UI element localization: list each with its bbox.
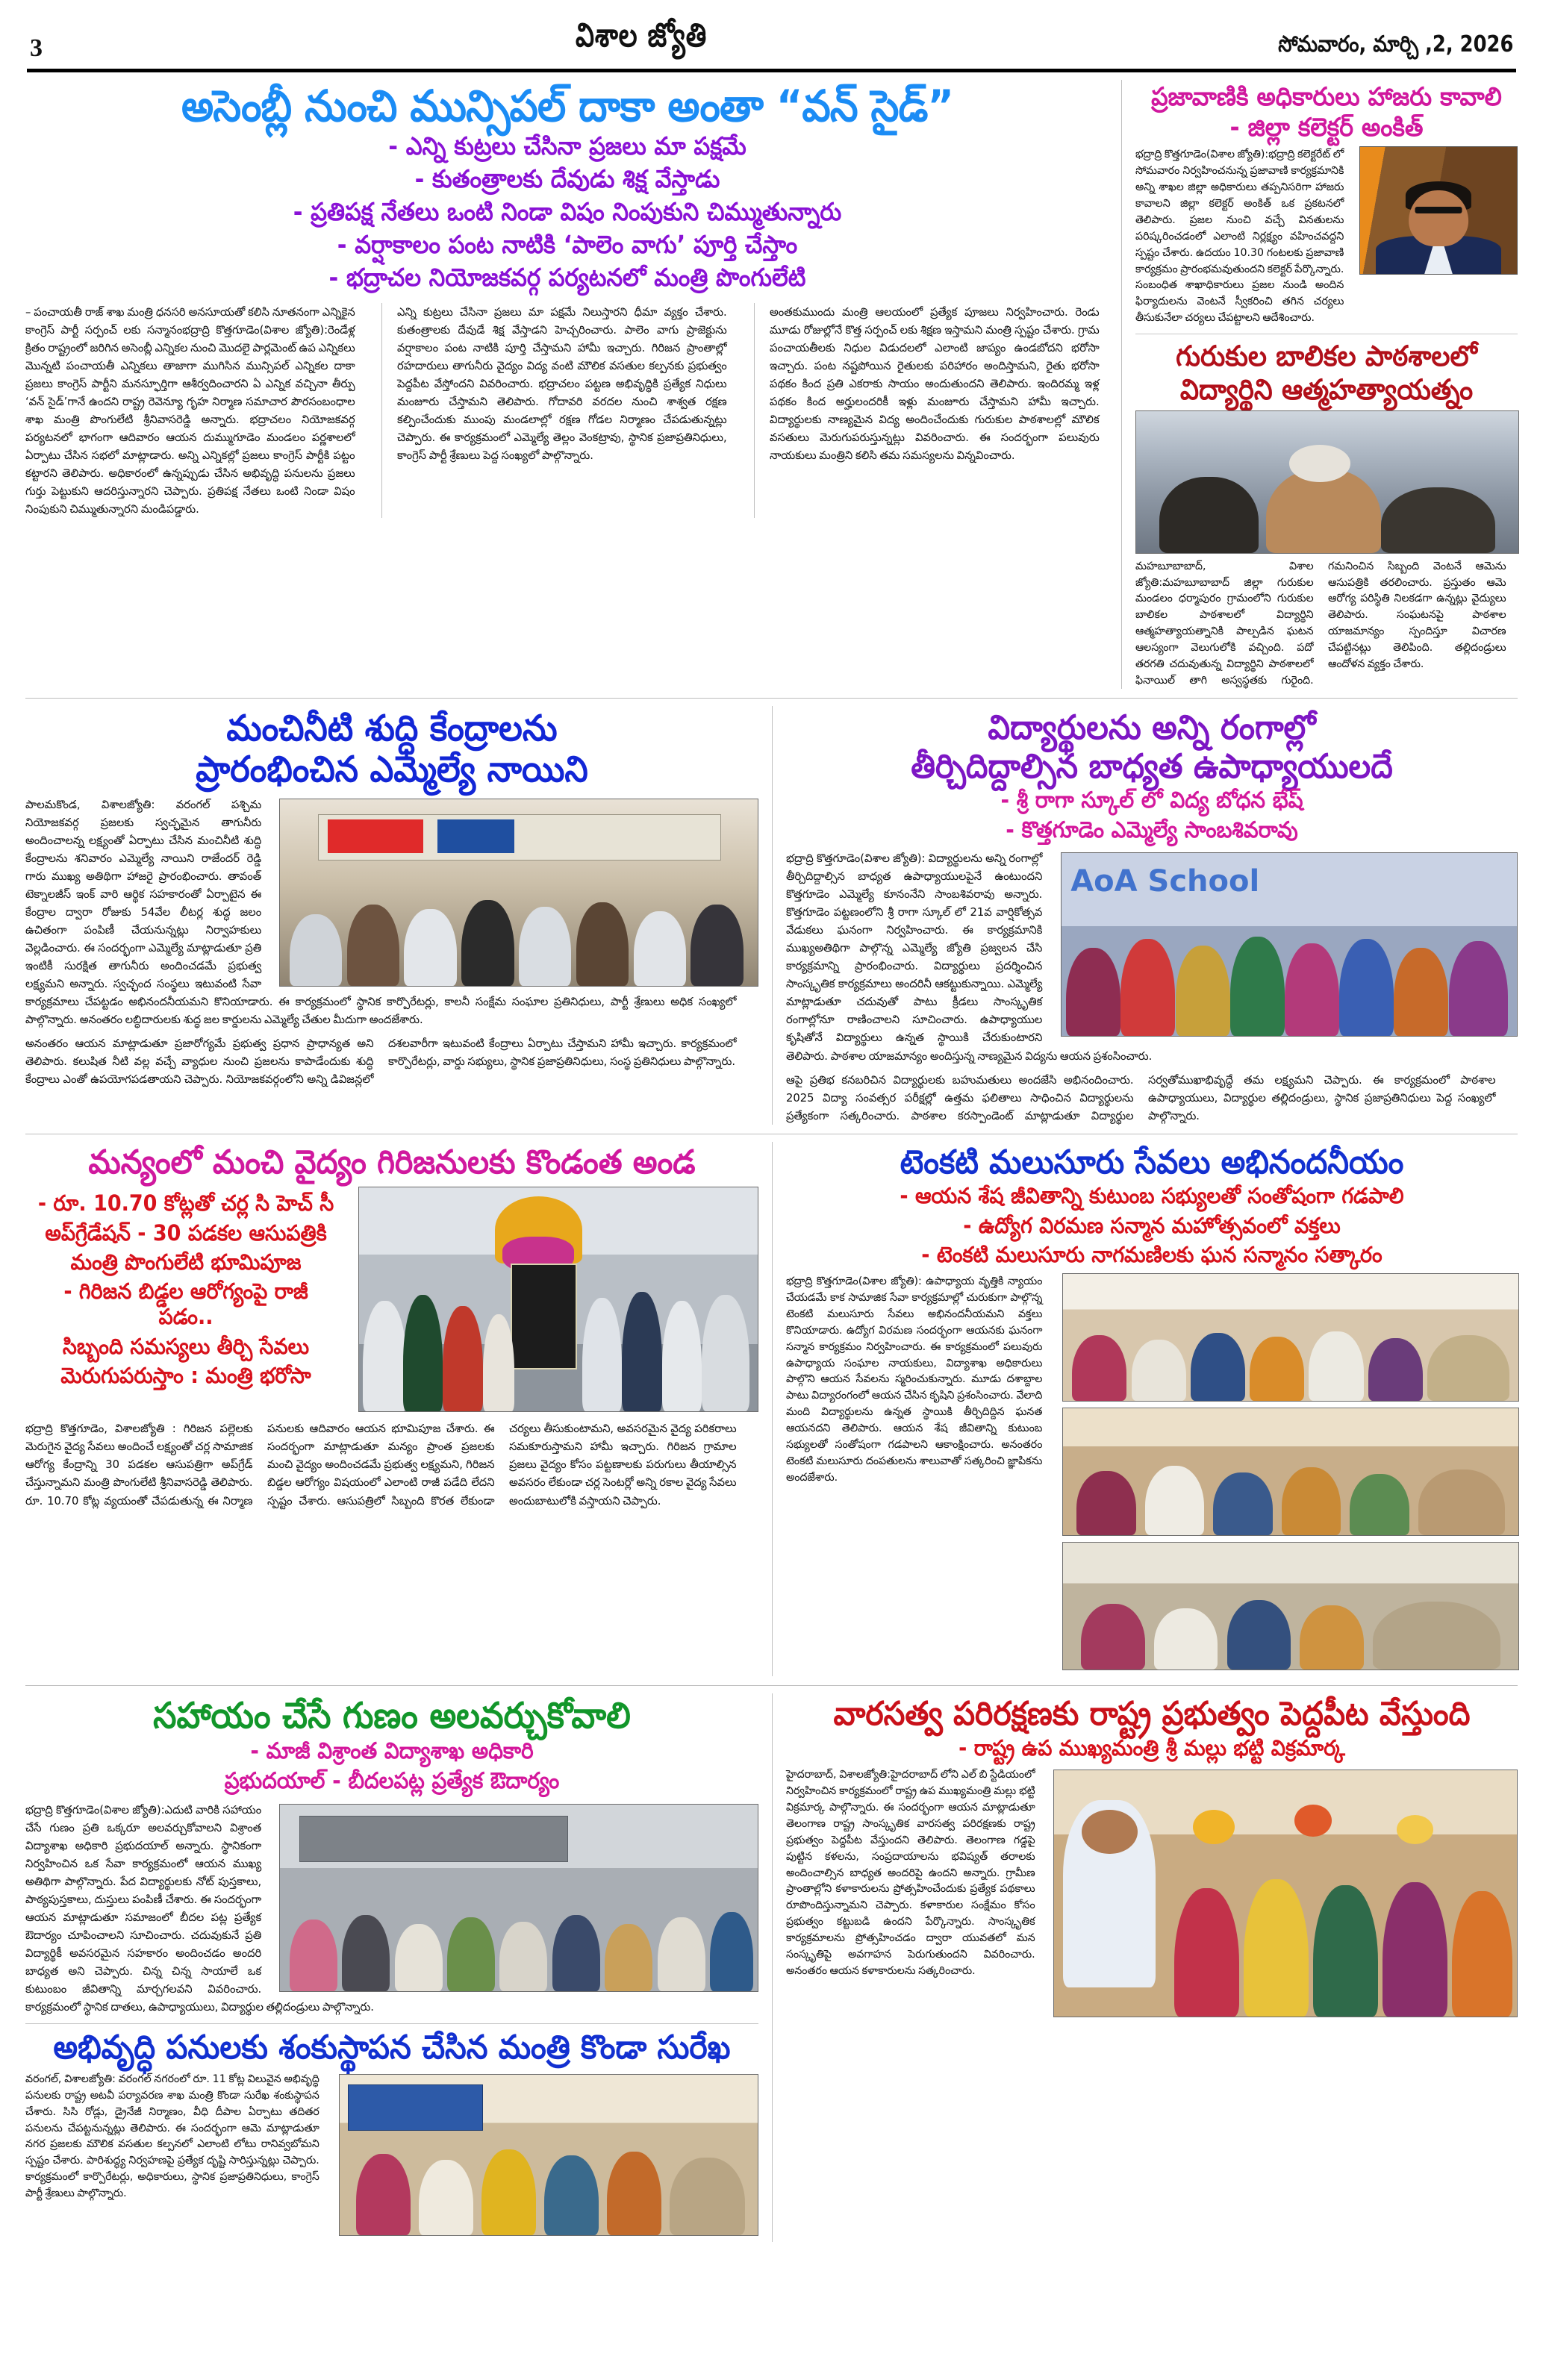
teacher-headline-line2: తీర్చిదిద్దాల్సిన బాధ్యత ఉపాధ్యాయులదే: [911, 746, 1393, 786]
teacher-sub-2: - కొత్తగూడెం ఎమ్మెల్యే సాంబశివరావు: [1006, 816, 1298, 843]
suicide-headline-line2: విద్యార్థిని ఆత్మహత్యాయత్నం: [1179, 372, 1474, 406]
water-headline-line1: మంచినీటి శుద్ధి కేంద్రాలను: [226, 707, 558, 749]
paper-title: విశాల జ్యోతి: [575, 16, 707, 54]
suresh-headline: అభివృద్ధి పనులకు శంకుస్థాపన చేసిన మంత్రి కొండా సురేఖ: [53, 2028, 731, 2067]
suicide-headline-line1: గురుకుల బాలికల పాఠశాలలో: [1176, 340, 1477, 373]
collector-headline-line2: - జిల్లా కలెక్టర్ అంకిత్: [1229, 112, 1424, 143]
help-story: [25, 1693, 772, 2242]
tribal-sub-3: మంత్రి పొంగులేటి భూమిపూజ: [70, 1249, 302, 1275]
help-body: భద్రాద్రి కొత్తగూడెం(విశాల జ్యోతి):ఎదుటి వారికి సహాయం చేసే గుణం ప్రతి ఒక్కరూ అలవర్చుకోవాలని విశ్రాంత విద్యాశాఖ అధికారి ప్రభుదయాల్ అన్నారు. స్థానికంగా నిర్వహించిన ఒక సేవా కార్యక్రమంలో ఆయన ముఖ్య అతిథిగా పాల్గొన్నారు. పేద విద్యార్థులకు నోట్ పుస్తకాలు, పాఠ్యపుస్తకాలు, దుస్తులు పంపిణీ చేశారు. ఈ సందర్భంగా ఆయన మాట్లాడుతూ సమాజంలో బీదల పట్ల ప్రత్యేక ఔదార్యం చూపించాలని సూచించారు. చదువుకునే ప్రతి విద్యార్థికీ అవసరమైన సహకారం అందించడం అందరి బాధ్యత అని చెప్పారు. చిన్న చిన్న సాయాలే ఒక కుటుంబం జీవితాన్ని మార్చగలవని వివరించారు. కార్యక్రమంలో స్థానిక దాతలు, ఉపాధ్యాయులు, విద్యార్థుల తల్లిదండ్రులు పాల్గొన్నారు.: [25, 1802, 374, 2014]
suresh-body: వరంగల్, విశాలజ్యోతి: వరంగల్ నగరంలో రూ. 11 కోట్ల విలువైన అభివృద్ధి పనులకు రాష్ట్ర అటవీ పర్యావరణ శాఖ మంత్రి కొండా సురేఖ శంకుస్థాపన చేశారు. సిసి రోడ్లు, డ్రైనేజీ నిర్మాణం, వీధి దీపాల ఏర్పాటు తదితర పనులను చేపట్టనున్నట్లు తెలిపారు. ఈ సందర్భంగా ఆమె మాట్లాడుతూ నగర ప్రజలకు మౌలిక వసతుల కల్పనలో ఎలాంటి లోటు రానివ్వబోమని స్పష్టం చేశారు. పారిశుద్ధ్య నిర్వహణపై ప్రత్యేక దృష్టి సారిస్తున్నట్లు చెప్పారు. కార్యక్రమంలో కార్పొరేటర్లు, అధికారులు, స్థానిక ప్రజాప్రతినిధులు, కాంగ్రెస్ పార్టీ శ్రేణులు పాల్గొన్నారు.: [25, 2072, 319, 2200]
band-four: [25, 1693, 1518, 2242]
suicide-photo: [1135, 410, 1519, 554]
collector-story: [1135, 84, 1518, 326]
suresh-story: [25, 2028, 758, 2242]
tenkati-body: భద్రాద్రి కొత్తగూడెం(విశాల జ్యోతి): ఉపాధ్యాయ వృత్తికి న్యాయం చేయడమే కాక సామాజిక సేవా కార్యక్రమాల్లో చురుకుగా పాల్గొన్న టెంకటి మలుసూరు సేవలు అభినందనీయమని వక్తలు కొనియాడారు. ఉద్యోగ విరమణ సందర్భంగా ఆయనకు ఘనంగా సన్మాన కార్యక్రమం నిర్వహించారు. ఈ కార్యక్రమంలో పలువురు ఉపాధ్యాయ సంఘాల నాయకులు, విద్యాశాఖ అధికారులు పాల్గొని ఆయన సేవలను స్మరించుకున్నారు. మూడు దశాబ్దాల పాటు విద్యారంగంలో ఆయన చేసిన కృషిని ప్రశంసించారు. వేలాది మంది విద్యార్థులను ఉన్నత స్థాయికి తీర్చిదిద్దిన ఘనత ఆయనదని తెలిపారు. ఆయన శేష జీవితాన్ని కుటుంబ సభ్యులతో సంతోషంగా గడపాలని ఆకాంక్షించారు. అనంతరం టెంకటి మలుసూరు దంపతులను శాలువాతో సత్కరించి జ్ఞాపికను అందజేశారు.: [786, 1275, 1043, 1484]
band-two: [25, 706, 1518, 1125]
lead-bullet-1: - ఎన్ని కుట్రలు చేసినా ప్రజలు మా పక్షమే: [388, 131, 746, 161]
teacher-body-2: ఆపై ప్రతిభ కనబరిచిన విద్యార్థులకు బహుమతులు అందజేసి అభినందించారు. 2025 విద్యా సంవత్సర పరీక్షల్లో ఉత్తమ ఫలితాలు సాధించిన విద్యార్థులను ప్రత్యేకంగా సత్కరించారు. పాఠశాల కరస్పాండెంట్ మాట్లాడుతూ విద్యార్థుల సర్వతోముఖాభివృద్ధే తమ లక్ష్యమని చెప్పారు. ఈ కార్యక్రమంలో పాఠశాల ఉపాధ్యాయులు, విద్యార్థుల తల్లిదండ్రులు, స్థానిక ప్రజాప్రతినిధులు పెద్ద సంఖ్యలో పాల్గొన్నారు.: [786, 1072, 1496, 1122]
tribal-sub-5: సిబ్బంది సమస్యలు తీర్చి సేవలు: [62, 1333, 310, 1359]
tribal-health-story: [25, 1142, 772, 1677]
page-number: 3: [30, 34, 43, 62]
help-headline: సహాయం చేసే గుణం అలవర్చుకోవాలి: [153, 1695, 631, 1737]
tribal-sub-6: మెరుగుపరుస్తాం : మంత్రి భరోసా: [60, 1362, 311, 1388]
masthead-rule: [27, 69, 1516, 72]
collector-body: భద్రాద్రి కొత్తగూడెం(విశాల జ్యోతి):భద్రాద్రి కలెక్టరేట్ లో సోమవారం నిర్వహించనున్న ప్రజావాణి కార్యక్రమానికి అన్ని శాఖల జిల్లా అధికారులు తప్పనిసరిగా హాజరు కావాలని జిల్లా కలెక్టర్ అంకిత్ ఒక ప్రకటనలో తెలిపారు. ప్రజల నుంచి వచ్చే వినతులను పరిష్కరించడంలో ఎలాంటి నిర్లక్ష్యం వహించవద్దని స్పష్టం చేశారు. ఉదయం 10.30 గంటలకు ప్రజావాణి కార్యక్రమం ప్రారంభమవుతుందని కలెక్టర్ పేర్కొన్నారు. సంబంధిత శాఖాధికారులు ప్రజల నుండి అందిన ఫిర్యాదులను వెంటనే స్వీకరించి తగిన చర్యలు తీసుకునేలా చర్యలు చేపట్టాలని ఆదేశించారు.: [1135, 148, 1344, 325]
heritage-body: హైదరాబాద్, విశాలజ్యోతి:హైదరాబాద్ లోని ఎల్ బి స్టేడియంలో నిర్వహించిన కార్యక్రమంలో రాష్ట్ర ఉప ముఖ్యమంత్రి మల్లు భట్టి విక్రమార్క పాల్గొన్నారు. ఈ సందర్భంగా ఆయన మాట్లాడుతూ తెలంగాణ రాష్ట్ర సాంస్కృతిక వారసత్వ పరిరక్షణకు రాష్ట్ర ప్రభుత్వం పెద్దపీట వేస్తుందని తెలిపారు. తెలంగాణ గడ్డపై పుట్టిన కళలను, సంప్రదాయాలను భవిష్యత్ తరాలకు అందించాల్సిన బాధ్యత అందరిపై ఉందని అన్నారు. గ్రామీణ ప్రాంతాల్లోని కళాకారులను ప్రోత్సహించేందుకు ప్రత్యేక పథకాలు రూపొందిస్తున్నామని చెప్పారు. కళాకారుల సంక్షేమం కోసం ప్రభుత్వం కట్టుబడి ఉందని పేర్కొన్నారు. సాంస్కృతిక కార్యక్రమాలను ప్రోత్సహించడం ద్వారా యువతలో మన సంస్కృతిపై అవగాహన పెరుగుతుందని వివరించారు. అనంతరం ఆయన కళాకారులను సత్కరించారు.: [786, 1768, 1035, 1977]
water-body-2: అనంతరం ఆయన మాట్లాడుతూ ప్రజారోగ్యమే ప్రభుత్వ ప్రధాన ప్రాధాన్యత అని తెలిపారు. కలుషిత నీటి వల్ల వచ్చే వ్యాధుల నుంచి ప్రజలను కాపాడేందుకు శుద్ధి కేంద్రాలు ఎంతో ఉపయోగపడతాయని చెప్పారు. నియోజకవర్గంలోని అన్ని డివిజన్లలో దశలవారీగా ఇటువంటి కేంద్రాలు ఏర్పాటు చేస్తామని హామీ ఇచ్చారు. కార్యక్రమంలో కార్పొరేటర్లు, వార్డు సభ్యులు, స్థానిక ప్రజాప్రతినిధులు, సంస్థ ప్రతినిధులు పాల్గొన్నారు.: [25, 1036, 737, 1086]
divider: [25, 2023, 758, 2024]
heritage-headline: వారసత్వ పరిరక్షణకు రాష్ట్ర ప్రభుత్వం పెద్దపీట వేస్తుంది: [833, 1695, 1471, 1734]
collector-headline-line1: ప్రజావాణికి అధికారులు హాజరు కావాలి: [1151, 82, 1502, 112]
collector-photo: [1359, 146, 1518, 275]
tribal-sub-4: - గిరిజన బిడ్డల ఆరోగ్యంపై రాజీ పడం..: [63, 1278, 308, 1330]
tribal-health-photo: [358, 1187, 758, 1412]
tenkati-story: [772, 1142, 1518, 1677]
water-headline-line2: ప్రారంభించిన ఎమ్మెల్యే నాయిని: [196, 748, 588, 790]
tribal-health-body: భద్రాద్రి కొత్తగూడెం, విశాలజ్యోతి : గిరిజన పల్లెలకు మెరుగైన వైద్య సేవలు అందించే లక్ష్యంతో చర్ల సామాజిక ఆరోగ్య కేంద్రాన్ని 30 పడకల ఆసుపత్రిగా అప్‌గ్రేడ్ చేస్తున్నామని మంత్రి పొంగులేటి శ్రీనివాసరెడ్డి తెలిపారు. రూ. 10.70 కోట్ల వ్యయంతో చేపడుతున్న ఈ నిర్మాణ పనులకు ఆదివారం ఆయన భూమిపూజ చేశారు. ఈ సందర్భంగా మాట్లాడుతూ మన్యం ప్రాంత ప్రజలకు మంచి వైద్యం అందించడమే ప్రభుత్వ లక్ష్యమని, గిరిజన బిడ్డల ఆరోగ్యం విషయంలో ఎలాంటి రాజీ పడేది లేదని స్పష్టం చేశారు. ఆసుపత్రిలో సిబ్బంది కొరత లేకుండా చర్యలు తీసుకుంటామని, అవసరమైన వైద్య పరికరాలు సమకూరుస్తామని హామీ ఇచ్చారు. గిరిజన గ్రామాల ప్రజలు వైద్యం కోసం పట్టణాలకు పరుగులు తీయాల్సిన అవసరం లేకుండా చర్ల సెంటర్లో అన్ని రకాల వైద్య సేవలు అందుబాటులోకి వస్తాయని చెప్పారు.: [25, 1422, 737, 1508]
lead-body-col3: అంతకుముందు మంత్రి ఆలయంలో ప్రత్యేక పూజలు నిర్వహించారు. రెండు మూడు రోజుల్లోనే కొత్త సర్పంచ్ లకు శిక్షణ ఇస్తామని మంత్రి స్పష్టం చేశారు. గ్రామ పంచాయతీలకు నిధుల విడుదలలో ఎలాంటి జాప్యం ఉండబోదని భరోసా ఇచ్చారు. పంట నష్టపోయిన రైతులకు పరిహారం అందిస్తామని, రైతు భరోసా పథకం కింద ప్రతి ఎకరాకు సాయం అందుతుందని తెలిపారు. ఇందిరమ్మ ఇళ్ల పథకం కింద అర్హులందరికీ ఇళ్లు మంజూరు చేస్తామని హామీ ఇచ్చారు. విద్యార్థులకు నాణ్యమైన విద్య అందించేందుకు గురుకుల పాఠశాలల్లో మౌలిక వసతులు మెరుగుపరుస్తున్నట్లు వివరించారు. ఈ సందర్భంగా పలువురు నాయకులు మంత్రిని కలిసి తమ సమస్యలను విన్నవించారు.: [769, 304, 1100, 462]
band-divider-1: [25, 698, 1518, 699]
band-divider-3: [25, 1685, 1518, 1686]
lead-headline: అసెంబ్లీ నుంచి మున్సిపల్ దాకా అంతా “వన్ సైడ్”: [181, 81, 953, 131]
help-sub-1: - మాజీ విశ్రాంత విద్యాశాఖ అధికారి: [250, 1738, 534, 1765]
lead-bullet-3: - ప్రతిపక్ష నేతలు ఒంటి నిండా విషం నింపుకుని చిమ్ముతున్నారు: [293, 197, 842, 227]
heritage-sub: - రాష్ట్ర ఉప ముఖ్యమంత్రి శ్రీ మల్లు భట్టి విక్రమార్క: [958, 1734, 1345, 1761]
tribal-sub-1: - రూ. 10.70 కోట్లతో చర్ల సి హెచ్ సీ: [37, 1190, 334, 1216]
publication-date: సోమవారం, మార్చి ,2, 2026: [1277, 31, 1513, 57]
lead-bullet-5: - భద్రాచల నియోజకవర్గ పర్యటనలో మంత్రి పొంగులేటి: [328, 262, 806, 292]
lead-story: [25, 80, 1121, 689]
water-story: [25, 706, 772, 1125]
band-lead: [25, 80, 1518, 689]
tenkati-headline: టెంకటి మలుసూరు సేవలు అభినందనీయం: [900, 1143, 1404, 1181]
suicide-story: [1135, 342, 1518, 689]
suicide-body: మహబూబాబాద్, విశాల జ్యోతి:మహబూబాబాద్ జిల్లా గురుకుల మండలం ధర్మాపురం గ్రామంలోని గురుకుల బాలికల పాఠశాలలో విద్యార్థిని ఆత్మహత్యాయత్నానికి పాల్పడిన ఘటన ఆలస్యంగా వెలుగులోకి వచ్చింది. పదో తరగతి చదువుతున్న విద్యార్థిని పాఠశాలలో ఫినాయిల్ తాగి అస్వస్థతకు గురైంది. గమనించిన సిబ్బంది వెంటనే ఆమెను ఆసుపత్రికి తరలించారు. ప్రస్తుతం ఆమె ఆరోగ్య పరిస్థితి నిలకడగా ఉన్నట్లు వైద్యులు తెలిపారు. సంఘటనపై పాఠశాల యాజమాన్యం స్పందిస్తూ విచారణ చేపట్టినట్లు తెలిపింది. తల్లిదండ్రులు ఆందోళన వ్యక్తం చేశారు.: [1135, 559, 1506, 687]
water-body: పాలమకొండ, విశాలజ్యోతి: వరంగల్ పశ్చిమ నియోజకవర్గ ప్రజలకు స్వచ్ఛమైన తాగునీరు అందించాలన్న లక్ష్యంతో ఏర్పాటు చేసిన మంచినీటి శుద్ధి కేంద్రాలను శనివారం ఎమ్మెల్యే నాయిని రాజేందర్ రెడ్డి గారు ముఖ్య అతిథిగా హాజరై ప్రారంభించారు. తావంత్ టెక్నాలజీస్ ఇంక్ వారి ఆర్థిక సహకారంతో ఏర్పాటైన ఈ కేంద్రాల ద్వారా రోజుకు 54వేల లీటర్ల శుద్ధ జలం ఉచితంగా పంపిణీ చేయనున్నట్లు నిర్వాహకులు వెల్లడించారు. ఈ సందర్భంగా ఎమ్మెల్యే మాట్లాడుతూ ప్రతి ఇంటికీ సురక్షిత తాగునీరు అందించడమే ప్రభుత్వ లక్ష్యమని అన్నారు. స్వచ్ఛంద సంస్థలు ఇటువంటి సేవా కార్యక్రమాలు చేపట్టడం అభినందనీయమని కొనియాడారు. ఈ కార్యక్రమంలో స్థానిక కార్పొరేటర్లు, కాలనీ సంక్షేమ సంఘాల ప్రతినిధులు, పార్టీ శ్రేణులు అధిక సంఖ్యలో పాల్గొన్నారు. అనంతరం లబ్ధిదారులకు శుద్ధ జల కార్డులను ఎమ్మెల్యే చేతుల మీదుగా అందజేశారు.: [25, 797, 737, 1026]
teacher-sub-1: - శ్రీ రాగా స్కూల్ లో విద్య బోధన భేష్: [1000, 787, 1303, 813]
right-rail-top: [1121, 80, 1518, 689]
lead-bullet-2: - కుతంత్రాలకు దేవుడు శిక్ష వేస్తాడు: [414, 164, 720, 194]
lead-body-col1: – పంచాయతీ రాజ్ శాఖ మంత్రి ధనసరి అనసూయతో కలిసి నూతనంగా ఎన్నికైన కాంగ్రెస్ పార్టీ సర్పంచ్ లకు సన్మానంభద్రాద్రి కొత్తగూడెం(విశాల జ్యోతి):రెండేళ్ల క్రితం రాష్ట్రంలో జరిగిన అసెంబ్లీ ఎన్నికల నుంచి మొదలై పార్లమెంట్ ఉప ఎన్నికలు మొన్నటి పంచాయతీ ఎన్నికలు తాజాగా ముగిసిన మున్సిపల్ ఎన్నికల దాకా ప్రజలు కాంగ్రెస్ పార్టీని మనస్ఫూర్తిగా ఆశీర్వదించారని ఏ ఎన్నిక వచ్చినా తీర్పు ‘వన్ సైడ్’గానే ఉందని రాష్ట్ర రెవెన్యూ గృహ నిర్మాణ సమాచార పౌరసంబంధాల శాఖ మంత్రి పొంగులేటి శ్రీనివాసరెడ్డి అన్నారు. భద్రాచలం నియోజకవర్గ పర్యటనలో భాగంగా ఆదివారం ఆయన దుమ్ముగూడెం మండలం పర్ణశాలలో ఏర్పాటు చేసిన సభలో మాట్లాడారు. అన్ని ఎన్నికల్లో ప్రజలు కాంగ్రెస్ పార్టీకి పట్టం కట్టారని తెలిపారు. అధికారంలో ఉన్నప్పుడు చేసిన అభివృద్ధి పనులను ప్రజలు గుర్తు పెట్టుకుని ఆదరిస్తున్నారని చెప్పారు. ప్రతిపక్ష నేతలు ఒంటి నిండా విషం నింపుకుని చిమ్ముతున్నారని మండిపడ్డారు.: [25, 304, 355, 516]
teacher-headline-line1: విద్యార్థులను అన్ని రంగాల్లో: [988, 707, 1316, 747]
tenkati-sub-2: - ఉద్యోగ విరమణ సన్మాన మహోత్సవంలో వక్తలు: [963, 1212, 1341, 1238]
tribal-sub-2: అప్‌గ్రేడేషన్ - 30 పడకల ఆసుపత్రికి: [45, 1219, 327, 1246]
lead-body-col2: ఎన్ని కుట్రలు చేసినా ప్రజలు మా పక్షమే నిలుస్తారని ధీమా వ్యక్తం చేశారు. కుతంత్రాలకు దేవుడే శిక్ష వేస్తాడని హెచ్చరించారు. పాలెం వాగు ప్రాజెక్టును వర్షాకాలం పంట నాటికి పూర్తి చేస్తామని హామీ ఇచ్చారు. గిరిజన ప్రాంతాల్లో రహదారులు తాగునీరు వైద్యం విద్య వంటి మౌలిక వసతుల కల్పనకు ప్రభుత్వం పెద్దపీట వేస్తోందని వివరించారు. భద్రాచలం పట్టణ అభివృద్ధికి ప్రత్యేక నిధులు మంజూరు చేస్తామని తెలిపారు. గోదావరి వరదల నుంచి శాశ్వత రక్షణ కల్పించేందుకు ముంపు మండలాల్లో రక్షణ గోడల నిర్మాణం చేపడుతున్నట్లు చెప్పారు. ఈ కార్యక్రమంలో ఎమ్మెల్యే తెల్లం వెంకట్రావు, స్థానిక ప్రజాప్రతినిధులు, కాంగ్రెస్ పార్టీ శ్రేణులు పెద్ద సంఖ్యలో పాల్గొన్నారు.: [397, 304, 727, 462]
tenkati-photo-3: [1062, 1542, 1519, 1670]
teacher-photo: AoA School: [1061, 852, 1518, 1037]
masthead: [25, 16, 1518, 63]
heritage-story: [772, 1693, 1518, 2242]
lead-bullet-4: - వర్షాకాలం పంట నాటికి ‘పాలెం వాగు’ పూర్తి చేస్తాం: [337, 229, 798, 259]
help-sub-2: ప్రభుదయాల్ - బీదలపట్ల ప్రత్యేక ఔదార్యం: [224, 1768, 560, 1795]
tribal-health-headline: మన్యంలో మంచి వైద్యం గిరిజనులకు కొండంత అండ: [88, 1143, 696, 1181]
band-three: [25, 1142, 1518, 1677]
tenkati-sub-3: - టెంకటి మలుసూరు నాగమణిలకు ఘన సన్మానం సత్కారం: [921, 1241, 1383, 1267]
tenkati-sub-1: - ఆయన శేష జీవితాన్ని కుటుంబ సభ్యులతో సంతోషంగా గడపాలి: [900, 1183, 1404, 1209]
teacher-body: భద్రాద్రి కొత్తగూడెం(విశాల జ్యోతి): విద్యార్థులను అన్ని రంగాల్లో తీర్చిదిద్దాల్సిన బాధ్యత ఉపాధ్యాయులపైనే ఉంటుందని కొత్తగూడెం ఎమ్మెల్యే కూనంనేని సాంబశివరావు అన్నారు. కొత్తగూడెం పట్టణంలోని శ్రీ రాగా స్కూల్ లో 21వ వార్షికోత్సవ వేడుకలు ఘనంగా నిర్వహించారు. ఈ కార్యక్రమానికి ముఖ్యఅతిథిగా పాల్గొన్న ఎమ్మెల్యే జ్యోతి ప్రజ్వలన చేసి కార్యక్రమాన్ని ప్రారంభించారు. విద్యార్థులు ప్రదర్శించిన సాంస్కృతిక కార్యక్రమాలు అందరినీ ఆకట్టుకున్నాయి. ఎమ్మెల్యే మాట్లాడుతూ చదువుతో పాటు క్రీడలు సాంస్కృతిక రంగాల్లోనూ రాణించాలని సూచించారు. ఉపాధ్యాయుల కృషితోనే విద్యార్థులు ఉన్నత స్థాయికి చేరుకుంటారని తెలిపారు. పాఠశాల యాజమాన్యం అందిస్తున్న నాణ్యమైన విద్యను ఆయన ప్రశంసించారు.: [786, 852, 1153, 1063]
teacher-story: [772, 706, 1518, 1125]
